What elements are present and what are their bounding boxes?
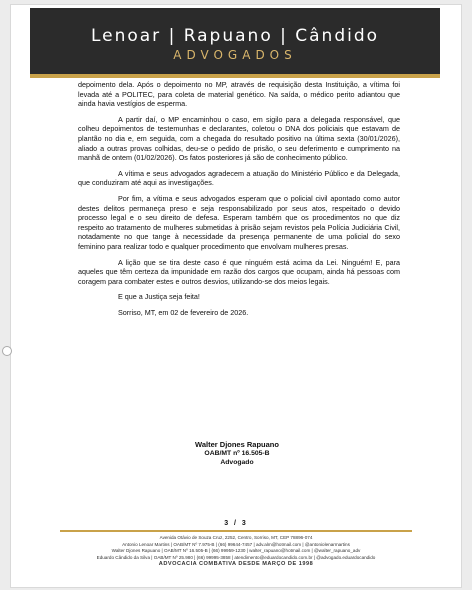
firm-name: Lenoar | Rapuano | Cândido (90, 26, 380, 46)
paragraph-date: Sorriso, MT, em 02 de fevereiro de 2026. (118, 307, 249, 317)
footer-lawyer-3: Eduardo Cândido da Silva | OAB/MT Nº 25.980 | (66) 99995-3858 | atendimento@eduardocandido.com.br | @advogado.eduardocandido (96, 554, 376, 560)
footer-address: Avenida Otávio de Souza Cruz, 2252, Centro, Sorriso, MT, CEP 78896-074 (159, 535, 313, 540)
signer-oab: OAB/MT nº 16.505-B (204, 450, 270, 457)
paragraph-5: A lição que se tira deste caso é que ninguém está acima da Lei. Ninguém! E, para aqueles que têm certeza da impunidade em razão dos cargos que ocupam, ainda há pessoas com coragem para combater estes e outros desvios, utilizando-se dos meios legais. (78, 257, 400, 286)
signature-block (172, 440, 302, 467)
paragraph-1: depoimento dela. Após o depoimento no MP, através de requisição desta Instituição, a vítima foi levada até a POLITEC, para coleta de material genético. Na saída, o médico perito adiantou que ainda havia vestígios de esperma. (78, 80, 400, 109)
paragraph-2: A partir daí, o MP encaminhou o caso, em sigilo para a delegada responsável, que colheu depoimentos de testemunhas e declarantes, coletou o DNA dos policiais que estavam de plantão no dia e, em seguida, com a chegada do resultado positivo na última sexta (30/01/2026), aliado a outras provas colhidas, deu-se o pedido de prisão, o seu deferimento e cumprimento na manhã de ontem (01/02/2026). Os fatos posteriores já são de conhecimento público. (78, 114, 400, 163)
paragraph-3: A vítima e seus advogados agradecem a atuação do Ministério Público e da Delegada, que conduziram até aqui as investigações. (78, 168, 400, 188)
footer-lawyer-2: Walter Djones Rapuano | OAB/MT Nº 16.505-B | (66) 99959-1230 | walter_rapuano@hotmail.com | @walter_rapuano_adv (111, 548, 361, 554)
firm-subtitle: ADVOGADOS (173, 48, 297, 62)
page-number: 3 / 3 (224, 520, 248, 527)
footer (40, 535, 432, 568)
footer-gold-line (60, 530, 412, 532)
letterhead (30, 8, 440, 78)
letterhead-gold-bar (30, 74, 440, 78)
paragraph-6: E que a Justiça seja feita! (118, 292, 200, 302)
carousel-indicator-icon[interactable] (2, 346, 12, 356)
signer-role: Advogado (220, 459, 254, 466)
document-body (78, 80, 400, 323)
footer-motto: ADVOCACIA COMBATIVA DESDE MARÇO DE 1998 (158, 561, 314, 568)
signer-name: Walter Djones Rapuano (195, 440, 279, 449)
footer-lawyer-1: Antonio Lenoar Martins | OAB/MT Nº 7.975-B | (66) 99644-7457 | adv.alm@hotmail.com | @antoniolenarmartins (122, 541, 350, 547)
paragraph-4: Por fim, a vítima e seus advogados esperam que o policial civil apontado como autor destes delitos permaneça preso e seja responsabilizado por seus atos, respeitado o devido processo legal e o seu direito de defesa. Esperam também que os procedimentos no que diz respeito ao tratamento de mulheres submetidas à prisão sejam revistos pela Polícia Judiciária Civil, notadamente no que tange à necessidade da presença permanente de uma policial do sexo feminino para realizar todo e qualquer procedimento que envolvam mulheres presas. (78, 193, 400, 251)
